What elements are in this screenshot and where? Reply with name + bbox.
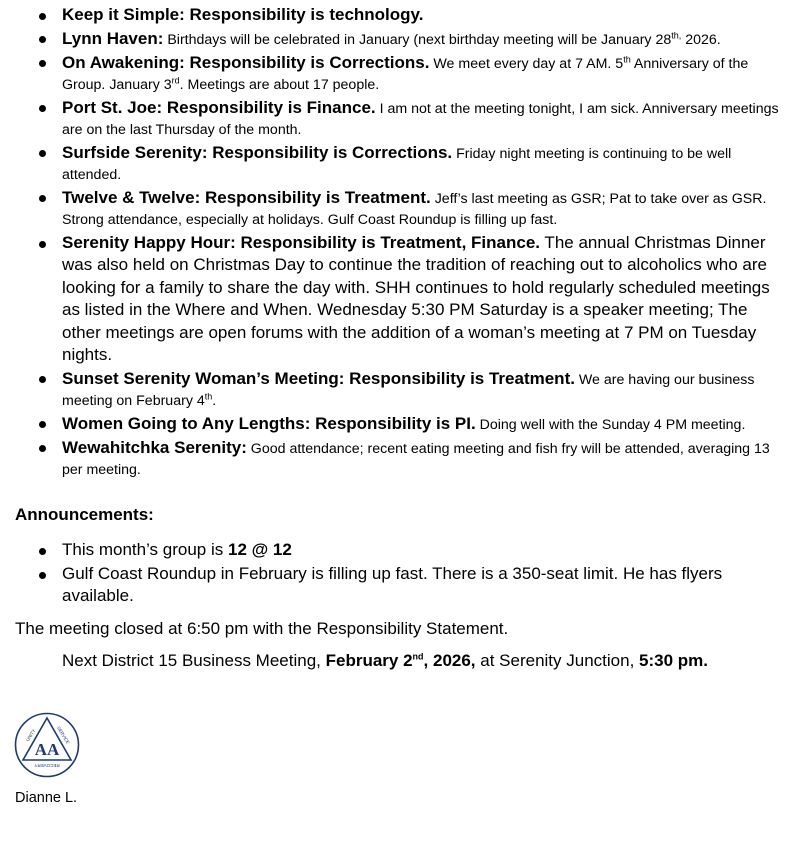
group-report: 2026. bbox=[681, 31, 721, 48]
next-meeting-time: 5:30 pm. bbox=[639, 651, 709, 670]
list-item bbox=[0, 142, 800, 186]
list-item bbox=[0, 187, 800, 231]
group-report: Birthdays will be celebrated in January (next birthday meeting will be January 28 bbox=[163, 31, 672, 48]
group-name: Lynn Haven: bbox=[62, 28, 164, 48]
list-item bbox=[0, 437, 800, 481]
next-meeting-line bbox=[62, 651, 708, 671]
superscript: th bbox=[623, 53, 631, 64]
announcement-text: This month’s group is bbox=[62, 540, 228, 559]
list-item bbox=[0, 232, 800, 367]
list-item bbox=[0, 413, 800, 436]
group-report: Jeff’s last meeting as GSR; Pat to take over as GSR. Strong attendance, especially at holidays. Gulf Coast Roundup is filling up fast. bbox=[62, 190, 767, 228]
announcements-list bbox=[0, 539, 800, 609]
seal-word-unity: UNITY bbox=[25, 728, 37, 743]
next-meeting-date-day: February 2 bbox=[325, 651, 413, 670]
group-report: Good attendance; recent eating meeting and fish fry will be attended, averaging 13 per meeting. bbox=[62, 440, 770, 478]
superscript: rd bbox=[171, 74, 180, 85]
group-report: We are having our business meeting on February 4 bbox=[62, 371, 755, 409]
next-meeting-location: at Serenity Junction, bbox=[475, 651, 640, 670]
next-meeting-prefix: Next District 15 Business Meeting, bbox=[62, 651, 326, 670]
group-name: Port St. Joe: Responsibility is Finance. bbox=[62, 97, 376, 117]
superscript: nd bbox=[412, 651, 424, 662]
next-meeting-date bbox=[326, 651, 476, 670]
group-name: Women Going to Any Lengths: Responsibility is PI. bbox=[62, 413, 476, 433]
announcement-text: Gulf Coast Roundup in February is filling up fast. There is a 350-seat limit. He has flyers available. bbox=[62, 563, 723, 605]
group-name: On Awakening: Responsibility is Corrections. bbox=[62, 52, 430, 72]
list-item bbox=[0, 368, 800, 412]
list-item bbox=[0, 52, 800, 96]
announcements-heading: Announcements: bbox=[15, 505, 154, 524]
group-name: Twelve & Twelve: Responsibility is Treatment. bbox=[62, 187, 431, 207]
seal-letters: AA bbox=[34, 740, 60, 759]
superscript: th, bbox=[671, 29, 682, 40]
group-name: Surfside Serenity: Responsibility is Corrections. bbox=[62, 142, 453, 162]
seal-word-service: SERVICE bbox=[55, 725, 71, 745]
group-reports-list bbox=[0, 4, 800, 482]
list-item bbox=[0, 28, 800, 51]
group-name: Wewahitchka Serenity: bbox=[62, 437, 247, 457]
list-item bbox=[0, 4, 800, 27]
announcement-bold: 12 @ 12 bbox=[227, 540, 292, 559]
group-report: Anniversary of the Group. January 3 bbox=[62, 55, 749, 93]
signature-name: Dianne L. bbox=[15, 790, 78, 806]
superscript: th bbox=[204, 390, 213, 401]
group-report: The annual Christmas Dinner was also held on Christmas Day to continue the tradition of reaching out to alcoholics who are looking for a family to share the day with. SHH continues to hold regularly scheduled meetings as listed in the Where and When. Wednesday 5:30 PM Saturday is a speaker meeting; The other meetings are open forums with the addition of a woman’s meeting at 7 PM on Tuesday nights. bbox=[62, 232, 770, 364]
closing-statement: The meeting closed at 6:50 pm with the Responsibility Statement. bbox=[15, 619, 509, 638]
list-item bbox=[0, 539, 800, 562]
group-report: We meet every day at 7 AM. 5 bbox=[429, 55, 624, 72]
group-report: . bbox=[212, 392, 217, 409]
group-report: Doing well with the Sunday 4 PM meeting. bbox=[475, 416, 746, 433]
group-report: I am not at the meeting tonight, I am sick. Anniversary meetings are on the last Thursday of the month. bbox=[62, 100, 779, 138]
group-name: Sunset Serenity Woman’s Meeting: Responsibility is Treatment. bbox=[62, 368, 575, 388]
group-name: Serenity Happy Hour: Responsibility is Treatment, Finance. bbox=[62, 232, 541, 252]
group-report: Friday night meeting is continuing to be well attended. bbox=[62, 145, 732, 183]
aa-logo bbox=[14, 712, 80, 778]
list-item bbox=[0, 97, 800, 141]
aa-seal-icon bbox=[14, 712, 80, 778]
group-name: Keep it Simple: Responsibility is technology. bbox=[62, 5, 424, 24]
list-item bbox=[0, 563, 800, 608]
group-report: . Meetings are about 17 people. bbox=[179, 76, 380, 93]
next-meeting-date-year: , 2026, bbox=[423, 651, 476, 670]
seal-word-recovery: RECOVERY bbox=[34, 763, 60, 768]
